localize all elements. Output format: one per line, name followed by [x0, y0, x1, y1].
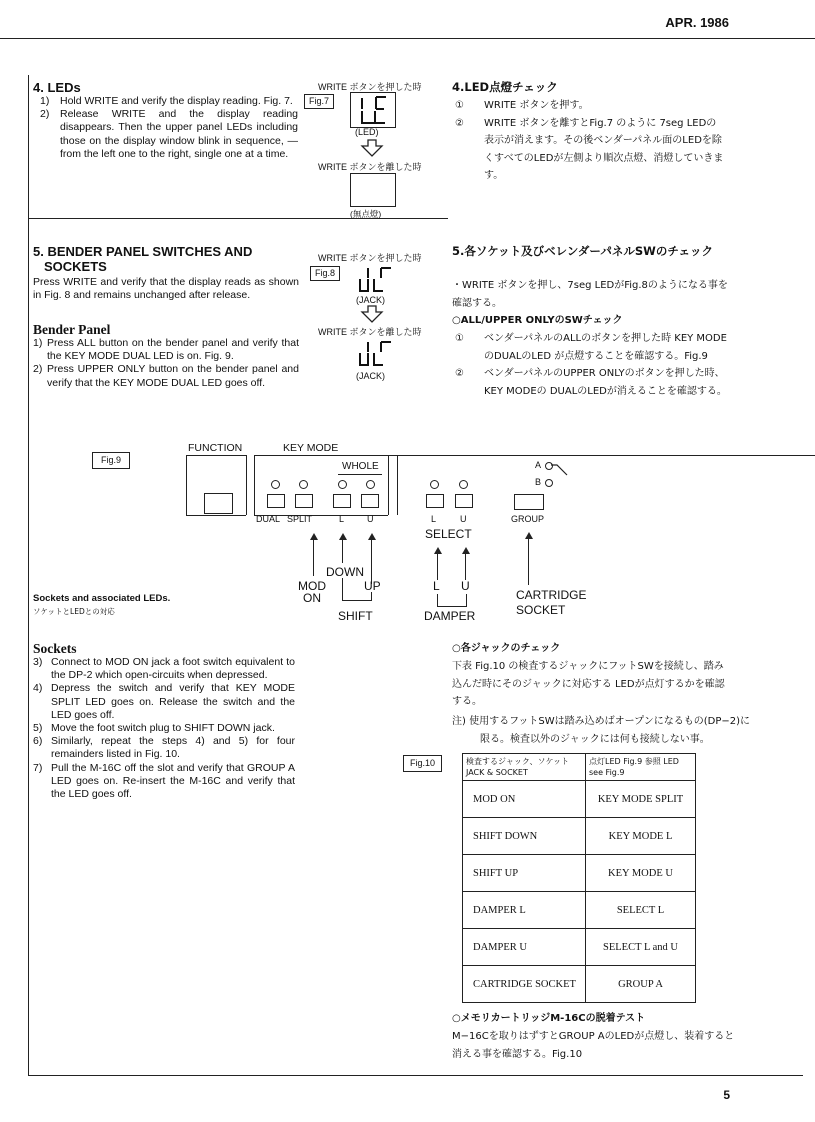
fig9-down-label: DOWN	[326, 565, 364, 579]
fig9-damper-l-label: L	[433, 579, 440, 593]
arrow-cartridge	[528, 537, 529, 585]
item-number: ②	[455, 368, 464, 379]
list-item	[40, 108, 298, 161]
table-row	[463, 818, 696, 855]
table-header-cell: 点灯LED Fig.9 参照 LED see Fig.9	[586, 754, 696, 781]
shift-bracket-bottom	[342, 600, 372, 601]
table-row	[463, 781, 696, 818]
led-select-u	[459, 480, 468, 489]
item-text: Press ALL button on the bender panel and verify that the KEY MODE DUAL LED is on. Fig. 9.	[47, 337, 299, 363]
fig9-shift-label: SHIFT	[338, 609, 373, 623]
list-item	[33, 337, 299, 363]
fig7-led-caption: (LED)	[355, 127, 379, 137]
sockets-jp-title: ○各ジャックのチェック	[452, 643, 561, 654]
fig8-write-pressed: WRITE ボタンを押した時	[318, 253, 422, 263]
arrow-shift-down	[342, 538, 343, 563]
item-text: Press UPPER ONLY button on the bender panel and verify that the KEY MODE DUAL LED goes off.	[47, 363, 299, 389]
fig9-function-label: FUNCTION	[188, 442, 243, 454]
fig9-mod-label: MOD	[298, 579, 326, 593]
item-text: Move the foot switch plug to SHIFT DOWN jack.	[51, 722, 275, 735]
whole-label: WHOLE	[342, 461, 379, 472]
item-text: Release WRITE and the display reading disappears. Then the upper panel LEDs including those on the display window blink in sequence, — from the left one to the right, single one at a time.	[60, 108, 298, 160]
table-cell-jack: SHIFT DOWN	[463, 818, 586, 855]
sec5-intro: Press WRITE and verify that the display reads as shown in Fig. 8 and remains unchanged after release.	[33, 276, 299, 302]
sec4-jp-title: 4.LED点燈チェック	[452, 80, 558, 94]
header-date: APR. 1986	[665, 15, 729, 30]
list-item	[33, 762, 295, 802]
table-cell-jack: DAMPER U	[463, 929, 586, 966]
fig7-write-pressed: WRITE ボタンを押した時	[318, 82, 422, 92]
memory-jp-text: M−16Cを取りはずすとGROUP AのLEDが点燈し、装着すると消える事を確認する。Fig.10	[452, 1031, 735, 1060]
table-row	[463, 929, 696, 966]
panel-keymode-left	[254, 455, 255, 515]
section-divider-1	[28, 218, 448, 219]
list-item	[455, 365, 735, 400]
fig9-cartridge-label: CARTRIDGE	[516, 588, 587, 602]
fig8-jack-caption-2: (JACK)	[356, 371, 385, 381]
fig7-blank-display	[350, 173, 396, 207]
fig9-on-label: ON	[303, 591, 321, 605]
item-text: Connect to MOD ON jack a foot switch equivalent to the DP-2 which open-circuits when depressed.	[51, 656, 295, 682]
group-b-label: B	[535, 477, 542, 487]
item-number: 2)	[33, 363, 43, 376]
list-item	[33, 735, 295, 761]
header-rule	[0, 38, 815, 39]
fig8-label: Fig.8	[310, 266, 340, 281]
fig7-label: Fig.7	[304, 94, 334, 109]
whole-underline	[338, 474, 382, 475]
key-label-dual: DUAL	[256, 514, 281, 524]
fig9-socket-label: SOCKET	[516, 603, 566, 617]
table-cell-jack: MOD ON	[463, 781, 586, 818]
table-row	[463, 855, 696, 892]
table-cell-led: KEY MODE L	[586, 818, 696, 855]
sockets-jp-note: 注) 使用するフットSWは踏み込めばオープンになるもの(DP−2)に限る。検査以外のジャックには何も接続しない事。	[452, 716, 750, 745]
sec4-title: 4. LEDs	[33, 80, 81, 95]
item-text: Pull the M-16C off the slot and verify that GROUP A LED goes on. Re-insert the M-16C and verify that the LED goes off.	[51, 761, 295, 801]
key-label-split: SPLIT	[287, 514, 313, 524]
fig9-caption-jp: ソケットとLEDとの対応	[33, 607, 115, 616]
led-group-b	[545, 479, 553, 487]
item-number: 6)	[33, 735, 43, 748]
fig9-damper-u-label: U	[461, 579, 470, 593]
shift-bracket-left	[342, 578, 343, 600]
key-label-l: L	[339, 514, 345, 524]
led-dual	[271, 480, 280, 489]
panel-top-rule-1	[186, 455, 246, 456]
fig8-display	[350, 264, 396, 296]
arrow-damper-u	[465, 552, 466, 580]
table-row	[463, 966, 696, 1003]
list-item	[455, 115, 725, 185]
sockets-jp-text: 下表 Fig.10 の検査するジャックにフットSWを接続し、踏み込んだ時にそのジャックに対応する LEDが点灯するかを確認する。	[452, 661, 725, 707]
memory-jp-title: ○メモリカートリッジM-16Cの脱着テスト	[452, 1013, 646, 1024]
footer-rule	[28, 1075, 803, 1076]
fig10-label: Fig.10	[403, 755, 442, 772]
arrow-damper-l	[437, 552, 438, 580]
table-cell-led: SELECT L and U	[586, 929, 696, 966]
group-switch-icon	[550, 458, 570, 478]
damper-bracket-right	[466, 594, 467, 606]
fig7-unlit-caption: (無点燈)	[350, 209, 382, 219]
list-item	[455, 330, 735, 365]
item-number: 3)	[33, 656, 43, 668]
table-cell-led: SELECT L	[586, 892, 696, 929]
panel-keymode-right	[388, 455, 389, 515]
select-label: SELECT	[425, 527, 472, 541]
sec5-jp-title: 5.各ソケット及びベレンダーパネルSWのチェック	[452, 244, 713, 258]
keymode-button-l[interactable]	[333, 494, 351, 508]
item-text: WRITE ボタンを押す。	[484, 100, 589, 111]
keymode-button-split[interactable]	[295, 494, 313, 508]
table-cell-led: GROUP A	[586, 966, 696, 1003]
item-text: ベンダーパネルのUPPER ONLYのボタンを押した時、KEY MODEの DUALのLEDが消えることを確認する。	[484, 368, 727, 397]
fig9-caption-en: Sockets and associated LEDs.	[33, 593, 171, 604]
list-item	[33, 656, 295, 682]
damper-bracket-bottom	[437, 606, 467, 607]
item-number: 7)	[33, 761, 43, 774]
table-row	[463, 892, 696, 929]
select-button-l[interactable]	[426, 494, 444, 508]
item-number: 1)	[40, 95, 50, 107]
sec5-title-line2: SOCKETS	[44, 259, 107, 274]
sockets-heading: Sockets	[33, 641, 77, 656]
fig7-write-released: WRITE ボタンを離した時	[318, 162, 422, 172]
sec5-jp-sub: ○ALL/UPPER ONLYのSWチェック	[452, 315, 623, 326]
fig9-keymode-label: KEY MODE	[283, 442, 339, 454]
sec5-jp-list	[455, 330, 735, 400]
arrow-mod-on	[313, 538, 314, 576]
keymode-button-dual[interactable]	[267, 494, 285, 508]
fig7-arrow-icon	[360, 139, 384, 157]
arrow-shift-up	[371, 538, 372, 584]
led-split	[299, 480, 308, 489]
item-number: 1)	[33, 337, 43, 349]
sec5-jp-bullet: ・WRITE ボタンを押し、7seg LEDがFig.8のようになる事を確認する。	[452, 280, 728, 309]
select-label-u: U	[460, 514, 467, 524]
fig9-up-label: UP	[364, 579, 381, 593]
item-text: WRITE ボタンを離すとFig.7 のように 7seg LEDの表示が消えます。その後ベンダーパネル面のLEDを除くすべてのLEDが左側より順次点燈、消燈していきます。	[484, 117, 724, 181]
table-cell-led: KEY MODE U	[586, 855, 696, 892]
led-l	[338, 480, 347, 489]
list-item	[33, 682, 295, 722]
item-text: Depress the switch and verify that KEY MODE SPLIT LED goes on. Release the switch and the LED goes off.	[51, 682, 295, 721]
fig9-label: Fig.9	[92, 452, 130, 469]
fig7-display	[350, 92, 396, 128]
item-number: 2)	[40, 108, 50, 121]
fig9-damper-label: DAMPER	[424, 609, 476, 623]
item-text: ベンダーパネルのALLのボタンを押した時 KEY MODEのDUALのLED が点燈することを確認する。Fig.9	[484, 333, 727, 362]
sockets-list	[33, 656, 295, 801]
group-button[interactable]	[514, 494, 544, 510]
select-label-l: L	[431, 514, 437, 524]
list-item	[40, 95, 298, 108]
bender-panel-heading: Bender Panel	[33, 322, 111, 337]
table-header-cell: 検査するジャック、ソケット JACK & SOCKET	[463, 754, 586, 781]
led-u	[366, 480, 375, 489]
item-number: ①	[455, 333, 464, 344]
left-border	[28, 75, 29, 1075]
table-cell-jack: CARTRIDGE SOCKET	[463, 966, 586, 1003]
list-item	[33, 722, 295, 735]
sec5-list	[33, 337, 299, 390]
keymode-button-u[interactable]	[361, 494, 379, 508]
select-button-u[interactable]	[455, 494, 473, 508]
sec5-title-line1: 5. BENDER PANEL SWITCHES AND	[33, 244, 253, 259]
group-label: GROUP	[511, 514, 545, 524]
fig8-arrow-icon	[360, 305, 384, 323]
table-cell-led: KEY MODE SPLIT	[586, 781, 696, 818]
item-number: 5)	[33, 722, 43, 735]
panel-function-right	[246, 455, 247, 515]
item-text: Similarly, repeat the steps 4) and 5) for four remainders listed in Fig. 10.	[51, 735, 295, 761]
key-label-u: U	[367, 514, 374, 524]
shift-bracket-right	[371, 592, 372, 600]
item-number: ①	[455, 100, 464, 111]
panel-top-rule-2	[254, 455, 815, 456]
table-cell-jack: SHIFT UP	[463, 855, 586, 892]
function-button[interactable]	[204, 493, 233, 514]
fig8-display-released	[350, 338, 396, 370]
list-item	[33, 363, 299, 389]
damper-bracket-left	[437, 594, 438, 606]
table-cell-jack: DAMPER L	[463, 892, 586, 929]
fig8-write-released: WRITE ボタンを離した時	[318, 327, 422, 337]
table-header-row	[463, 754, 696, 781]
item-number: 4)	[33, 682, 43, 695]
led-select-l	[430, 480, 439, 489]
sec4-jp-list	[455, 97, 725, 185]
group-a-label: A	[535, 460, 542, 470]
panel-select-left	[397, 455, 398, 515]
fig8-jack-caption: (JACK)	[356, 295, 385, 305]
item-number: ②	[455, 117, 464, 129]
fig10-table	[462, 753, 696, 1003]
sec4-list	[40, 95, 298, 161]
panel-function-left	[186, 455, 187, 515]
list-item	[455, 97, 725, 115]
panel-bottom-rule	[186, 515, 246, 516]
page-number: 5	[723, 1088, 730, 1102]
item-text: Hold WRITE and verify the display reading. Fig. 7.	[60, 95, 293, 107]
